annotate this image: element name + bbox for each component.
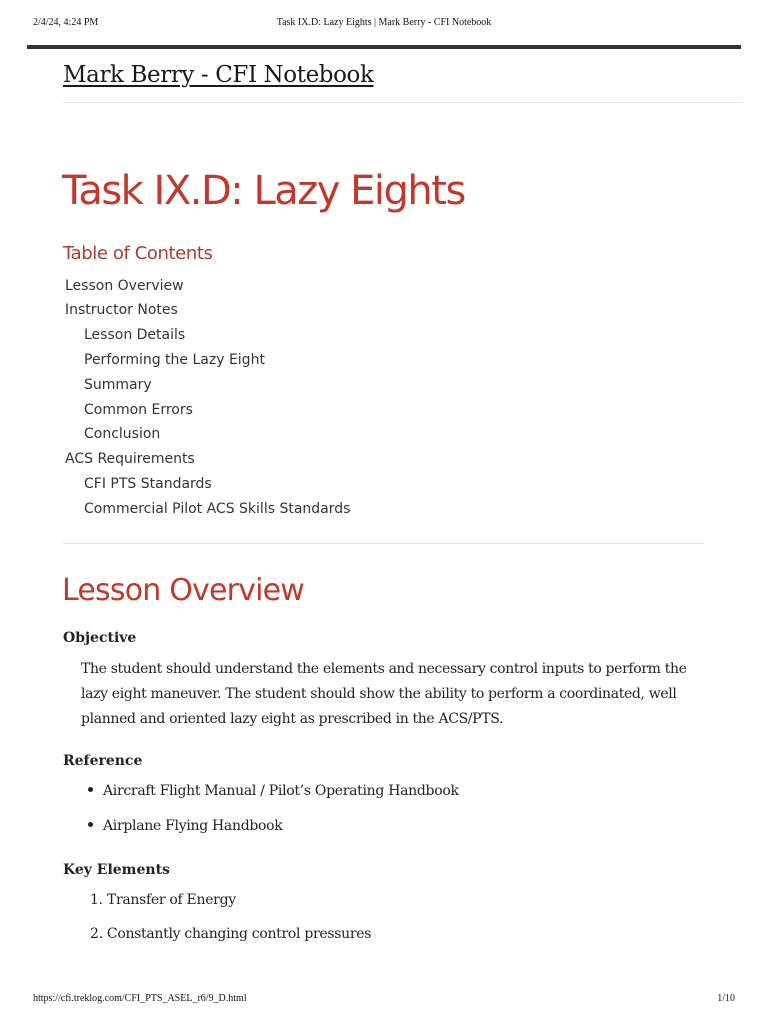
key-element-item: 2. Constantly changing control pressures [90,926,372,942]
print-url: https://cfi.treklog.com/CFI_PTS_ASEL_r6/9_D.html [33,993,247,1004]
objective-heading: Objective [63,630,137,646]
bullet-icon [88,787,93,792]
page-number: 1/10 [717,993,735,1004]
bullet-icon [88,822,93,827]
toc-item-common-errors[interactable]: Common Errors [84,402,193,418]
reference-text: Aircraft Flight Manual / Pilot’s Operating Handbook [103,783,459,799]
toc-item-summary[interactable]: Summary [84,377,152,393]
top-rule [27,45,741,49]
toc-item-acs-requirements[interactable]: ACS Requirements [65,451,195,467]
toc-item-performing-lazy-eight[interactable]: Performing the Lazy Eight [84,352,265,368]
site-title-link[interactable]: Mark Berry - CFI Notebook [63,62,374,88]
lesson-overview-heading: Lesson Overview [62,573,305,608]
toc-item-commercial-acs-standards[interactable]: Commercial Pilot ACS Skills Standards [84,501,351,517]
toc-item-instructor-notes[interactable]: Instructor Notes [65,302,178,318]
reference-heading: Reference [63,753,143,769]
reference-item [88,783,459,799]
page-title: Task IX.D: Lazy Eights [62,168,465,214]
objective-text: The student should understand the elements and necessary control inputs to perform the lazy eight maneuver. The student should show the ability to perform a coordinated, well planned and oriented lazy eight as prescribed in the ACS/PTS. [81,661,687,727]
section-divider [63,543,704,544]
print-page-title: Task IX.D: Lazy Eights | Mark Berry - CFI Notebook [276,17,492,28]
key-element-item: 1. Transfer of Energy [90,892,236,908]
toc-item-conclusion[interactable]: Conclusion [84,426,161,442]
toc-heading: Table of Contents [63,243,213,264]
key-elements-heading: Key Elements [63,862,170,878]
toc-item-lesson-details[interactable]: Lesson Details [84,327,186,343]
reference-text: Airplane Flying Handbook [103,818,283,834]
header-divider [63,102,742,103]
print-date: 2/4/24, 4:24 PM [33,17,99,28]
reference-item [88,818,282,834]
toc-item-cfi-pts-standards[interactable]: CFI PTS Standards [84,476,212,492]
toc-item-lesson-overview[interactable]: Lesson Overview [65,278,184,294]
